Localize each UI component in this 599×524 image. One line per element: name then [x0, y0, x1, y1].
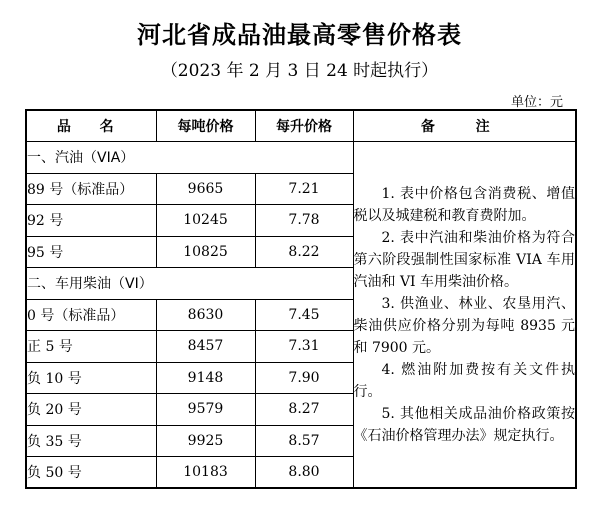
- price-per-ton: 8630: [156, 299, 255, 331]
- header-note: 备 注: [353, 110, 576, 142]
- category-gasoline: 一、汽油（VIA）: [26, 142, 353, 174]
- price-per-liter: 8.57: [255, 425, 353, 457]
- price-per-ton: 10825: [156, 236, 255, 268]
- price-per-ton: 8457: [156, 331, 255, 363]
- product-name: 0 号（标准品）: [26, 299, 156, 331]
- price-per-liter: 7.45: [255, 299, 353, 331]
- price-table: [25, 109, 577, 489]
- notes-cell: [353, 142, 576, 489]
- price-per-liter: 8.27: [255, 394, 353, 426]
- product-name: 负 10 号: [26, 362, 156, 394]
- price-per-liter: 7.78: [255, 205, 353, 237]
- note-2: 2. 表中汽油和柴油价格为符合第六阶段强制性国家标准 VIA 车用汽油和 VI 车用柴油价格。: [353, 229, 575, 290]
- header-name: 品 名: [26, 110, 156, 142]
- product-name: 负 35 号: [26, 425, 156, 457]
- product-name: 95 号: [26, 236, 156, 268]
- product-name: 正 5 号: [26, 331, 156, 363]
- note-1: 1. 表中价格包含消费税、增值税以及城建税和教育费附加。: [353, 185, 575, 224]
- price-per-liter: 7.31: [255, 331, 353, 363]
- product-name: 负 20 号: [26, 394, 156, 426]
- table-header-row: [26, 110, 576, 142]
- price-per-liter: 7.21: [255, 173, 353, 205]
- product-name: 负 50 号: [26, 457, 156, 489]
- note-5: 5. 其他相关成品油价格政策按《石油价格管理办法》规定执行。: [353, 405, 575, 444]
- note-3: 3. 供渔业、林业、农垦用汽、柴油供应价格分别为每吨 8935 元和 7900 元。: [353, 295, 575, 356]
- price-per-ton: 10183: [156, 457, 255, 489]
- category-row-gasoline: [26, 142, 576, 174]
- header-per-liter: 每升价格: [255, 110, 353, 142]
- price-per-ton: 10245: [156, 205, 255, 237]
- unit-label: 单位：元: [510, 95, 563, 110]
- note-4: 4. 燃油附加费按有关文件执行。: [353, 361, 575, 400]
- price-per-liter: 8.80: [255, 457, 353, 489]
- page-title: 河北省成品油最高零售价格表: [137, 20, 462, 49]
- price-per-ton: 9148: [156, 362, 255, 394]
- header-per-ton: 每吨价格: [156, 110, 255, 142]
- category-diesel: 二、车用柴油（VI）: [26, 268, 353, 300]
- price-per-ton: 9925: [156, 425, 255, 457]
- product-name: 92 号: [26, 205, 156, 237]
- product-name: 89 号（标准品）: [26, 173, 156, 205]
- price-per-ton: 9665: [156, 173, 255, 205]
- price-per-ton: 9579: [156, 394, 255, 426]
- price-per-liter: 7.90: [255, 362, 353, 394]
- price-per-liter: 8.22: [255, 236, 353, 268]
- effective-date: （2023 年 2 月 3 日 24 时起执行）: [160, 61, 439, 81]
